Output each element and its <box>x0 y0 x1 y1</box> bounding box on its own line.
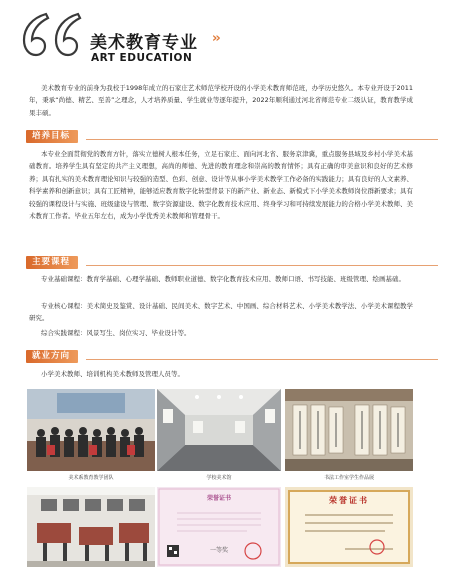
courses-basic: 专业基础课程：教育学基础、心理学基础、教师职业道德、数字化教育技术应用、教师口语、书写技能、班级管理、绘画基础。 <box>41 275 405 283</box>
honor-certificate-photo-1 <box>157 487 281 567</box>
certificate-1-title: 荣誉证书 <box>206 495 231 502</box>
section-divider <box>86 139 438 140</box>
certificate-1-prize: 一等奖 <box>209 547 228 554</box>
courses-core: 专业核心课程：美术简史及鉴赏、设计基础、民间美术、数字艺术、中国画、综合材料艺术、小学美术教学法、小学美术课程教学研究。 <box>29 302 413 323</box>
section-career-header <box>26 350 438 363</box>
page-subtitle: ART EDUCATION <box>91 52 193 64</box>
classroom-photo <box>27 487 155 567</box>
photo-caption-team: 美术系教育教学团队 <box>68 475 114 481</box>
section-courses-header <box>26 256 438 269</box>
section-divider <box>86 359 438 360</box>
title-arrows-icon: ›› <box>212 31 219 46</box>
intro-paragraph: 美术教育专业的前身为我校于1998年成立的石家庄艺术师范学校开设的小学美术教育师范班，办学历史悠久。本专业开设于2011年，秉承“尚德、精艺、至善”之理念，人才培养质量、学生就业等逐年提升，2022年顺利通过河北省师范专业二级认证，教育教学成果丰硕。 <box>29 84 413 117</box>
section-goals-title: 培养目标 <box>26 130 78 143</box>
photo-caption-calligraphy: 书法工作室学生作品展 <box>323 475 374 481</box>
certificate-2-title: 荣誉证书 <box>329 496 369 505</box>
calligraphy-exhibition-photo <box>285 389 413 471</box>
quote-mark-icon <box>20 12 84 58</box>
section-divider <box>86 265 438 266</box>
page-title: 美术教育专业 <box>90 33 198 53</box>
career-paragraph: 小学美术教师、培训机构美术教师及管理人员等。 <box>41 370 184 378</box>
honor-certificate-photo-2 <box>285 487 413 567</box>
section-courses-title: 主要课程 <box>26 256 78 269</box>
courses-practice: 综合实践课程：风景写生、岗位实习、毕业设计等。 <box>41 329 191 337</box>
team-photo <box>27 389 155 471</box>
art-museum-photo <box>157 389 281 471</box>
section-career-title: 就业方向 <box>26 350 78 363</box>
goals-paragraph: 本专业全面贯彻党的教育方针，落实立德树人根本任务，立足石家庄、面向河北省、服务京津冀，重点服务县域及乡村小学美术基础教育。培养学生具有坚定的共产主义理想，高尚的师德、先进的教育理念和崇高的教育情怀；具有正确的审美意识和良好的艺术修养；具有扎实的美术教育理论知识与较强的造型、色彩、创意、设计等从事小学美术教学工作必备的实践能力；具有良好的人文素养、科学素养和创新意识；具有工匠精神，能够适应教育数字化转型背景下的新产业、新业态、新模式下小学美术教师岗位群新要求；具有较强的课程设计与实施、班级建设与管理、数字资源建设、数字化教育技术应用、终身学习和可持续发展能力的合格小学美术教师、美术教育工作者。毕业五年左右，成为小学优秀美术教师和管理骨干。 <box>29 150 413 221</box>
photo-caption-museum: 学校美术馆 <box>206 475 232 481</box>
section-goals-header <box>26 130 438 143</box>
